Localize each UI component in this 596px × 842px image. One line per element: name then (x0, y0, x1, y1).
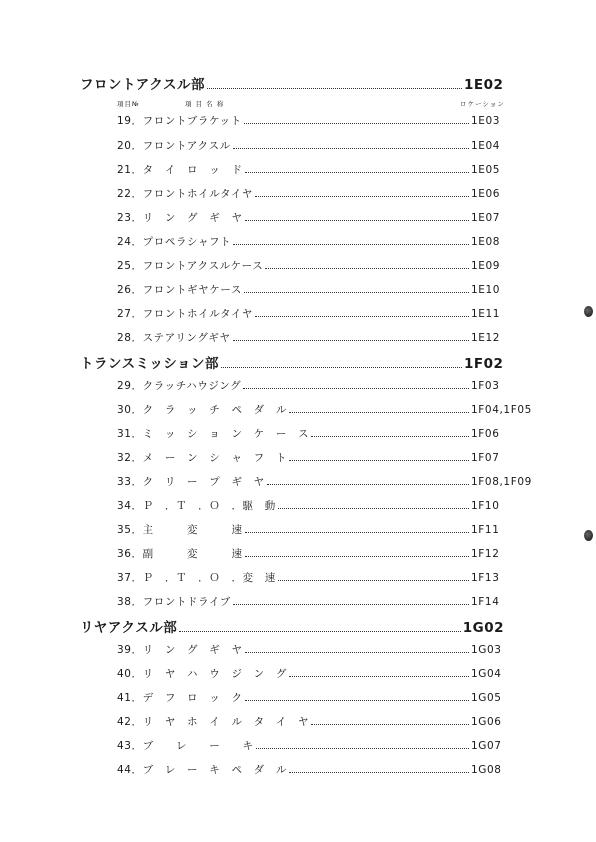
leader-dots (233, 148, 469, 149)
leader-dots (207, 88, 462, 89)
entry-label: 30．ク ラ ッ チ ペ ダ ル (117, 404, 287, 416)
entry-location: 1G03 (471, 644, 502, 656)
toc-entry (117, 282, 535, 297)
leader-dots (256, 748, 469, 749)
entry-label: 26．フロントギヤケース (117, 284, 243, 296)
entry-location: 1F13 (471, 572, 500, 584)
entry-label: 38．フロントドライブ (117, 596, 231, 608)
toc-entry (117, 306, 535, 321)
section-heading (80, 73, 504, 93)
entry-label: 23．リ ン グ ギ ヤ (117, 212, 243, 224)
section-title: リヤアクスル部 (80, 620, 178, 636)
toc-entry (117, 210, 535, 225)
entry-location: 1E11 (471, 308, 501, 320)
entry-location: 1E04 (471, 140, 501, 152)
entry-location: 1E10 (471, 284, 501, 296)
toc-entry (117, 474, 535, 489)
binder-hole-mark (584, 306, 593, 317)
toc-entry (117, 426, 535, 441)
leader-dots (179, 631, 461, 632)
entry-location: 1F03 (471, 380, 500, 392)
leader-dots (245, 556, 469, 557)
toc-entry (117, 666, 535, 681)
toc-entry (117, 546, 535, 561)
toc-entry (117, 570, 535, 585)
entry-label: 25．フロントアクスルケース (117, 260, 264, 272)
entry-location: 1F14 (471, 596, 500, 608)
entry-label: 39．リ ン グ ギ ヤ (117, 644, 243, 656)
entry-location: 1G08 (471, 764, 502, 776)
entry-label: 42．リ ヤ ホ イ ル タ イ ヤ (117, 716, 310, 728)
section-title: トランスミッション部 (80, 356, 220, 372)
toc-entry (117, 642, 535, 657)
entry-label: 29．クラッチハウジング (117, 380, 242, 392)
leader-dots (265, 268, 469, 269)
entry-label: 28．ステアリングギヤ (117, 332, 231, 344)
section-title: フロントアクスル部 (80, 77, 206, 93)
entry-label: 32．メ ー ン シ ャ フ ト (117, 452, 287, 464)
entry-label: 21．タ イ ロ ッ ド (117, 164, 243, 176)
entry-label: 24．プロペラシャフト (117, 236, 232, 248)
leader-dots (245, 532, 469, 533)
entry-location: 1G07 (471, 740, 502, 752)
toc-entry (117, 402, 535, 417)
leader-dots (289, 676, 469, 677)
entry-label: 37．Ｐ ．Ｔ ．Ｏ ．変 速 (117, 572, 276, 584)
toc-entry (117, 498, 535, 513)
entry-label: 43．ブ レ ー キ (117, 740, 254, 752)
section-location: 1E02 (464, 77, 504, 93)
leader-dots (244, 292, 469, 293)
section-heading (80, 616, 504, 636)
leader-dots (245, 220, 469, 221)
leader-dots (289, 412, 469, 413)
entry-location: 1E06 (471, 188, 501, 200)
binder-hole-mark (584, 530, 593, 541)
toc-entry (117, 690, 535, 705)
entry-location: 1F10 (471, 500, 500, 512)
entry-location: 1F07 (471, 452, 500, 464)
column-header-name: 項 目 名 称 (185, 100, 225, 108)
leader-dots (278, 580, 469, 581)
toc-entry (117, 522, 535, 537)
leader-dots (245, 652, 469, 653)
entry-location: 1E12 (471, 332, 501, 344)
leader-dots (311, 436, 469, 437)
toc-entry (117, 762, 535, 777)
leader-dots (243, 388, 469, 389)
entry-label: 41．デ フ ロ ッ ク (117, 692, 243, 704)
entry-location: 1F06 (471, 428, 500, 440)
entry-label: 36．副 変 速 (117, 548, 243, 560)
entry-label: 33．ク リ ー プ ギ ヤ (117, 476, 265, 488)
entry-location: 1E05 (471, 164, 501, 176)
toc-entry (117, 234, 535, 249)
leader-dots (233, 340, 469, 341)
leader-dots (289, 772, 469, 773)
toc-entry (117, 738, 535, 753)
toc-entry (117, 138, 535, 153)
column-header-location: ロケーション (460, 100, 505, 108)
entry-label: 35．主 変 速 (117, 524, 243, 536)
entry-location: 1F08,1F09 (471, 476, 532, 488)
entry-location: 1G05 (471, 692, 502, 704)
section-location: 1F02 (464, 356, 504, 372)
leader-dots (233, 604, 469, 605)
leader-dots (221, 367, 462, 368)
toc-entry (117, 330, 535, 345)
leader-dots (255, 316, 469, 317)
entry-label: 44．ブ レ ー キ ペ ダ ル (117, 764, 287, 776)
entry-label: 40．リ ヤ ハ ウ ジ ン グ (117, 668, 287, 680)
toc-entry (117, 450, 535, 465)
toc-entry (117, 714, 535, 729)
leader-dots (255, 196, 469, 197)
toc-entry (117, 186, 535, 201)
leader-dots (245, 172, 469, 173)
leader-dots (267, 484, 469, 485)
column-header-number: 項目№ (117, 100, 140, 108)
leader-dots (289, 460, 469, 461)
leader-dots (278, 508, 469, 509)
entry-location: 1E09 (471, 260, 501, 272)
entry-label: 31．ミ ッ シ ョ ン ケ ー ス (117, 428, 310, 440)
section-location: 1G02 (462, 620, 504, 636)
leader-dots (233, 244, 469, 245)
toc-entry (117, 162, 535, 177)
entry-label: 19．フロントブラケット (117, 115, 242, 127)
toc-entry (117, 258, 535, 273)
leader-dots (244, 123, 469, 124)
entry-label: 27．フロントホイルタイヤ (117, 308, 254, 320)
entry-label: 34．Ｐ ．Ｔ ．Ｏ ．駆 動 (117, 500, 276, 512)
entry-location: 1F12 (471, 548, 500, 560)
entry-label: 22．フロントホイルタイヤ (117, 188, 254, 200)
entry-location: 1G04 (471, 668, 502, 680)
entry-location: 1F04,1F05 (471, 404, 532, 416)
entry-location: 1E03 (471, 115, 501, 127)
toc-entry (117, 378, 535, 393)
entry-label: 20．フロントアクスル (117, 140, 231, 152)
leader-dots (311, 724, 469, 725)
entry-location: 1E08 (471, 236, 501, 248)
entry-location: 1G06 (471, 716, 502, 728)
leader-dots (245, 700, 469, 701)
toc-entry (117, 113, 535, 128)
entry-location: 1F11 (471, 524, 500, 536)
entry-location: 1E07 (471, 212, 501, 224)
toc-entry (117, 594, 535, 609)
section-heading (80, 352, 504, 372)
